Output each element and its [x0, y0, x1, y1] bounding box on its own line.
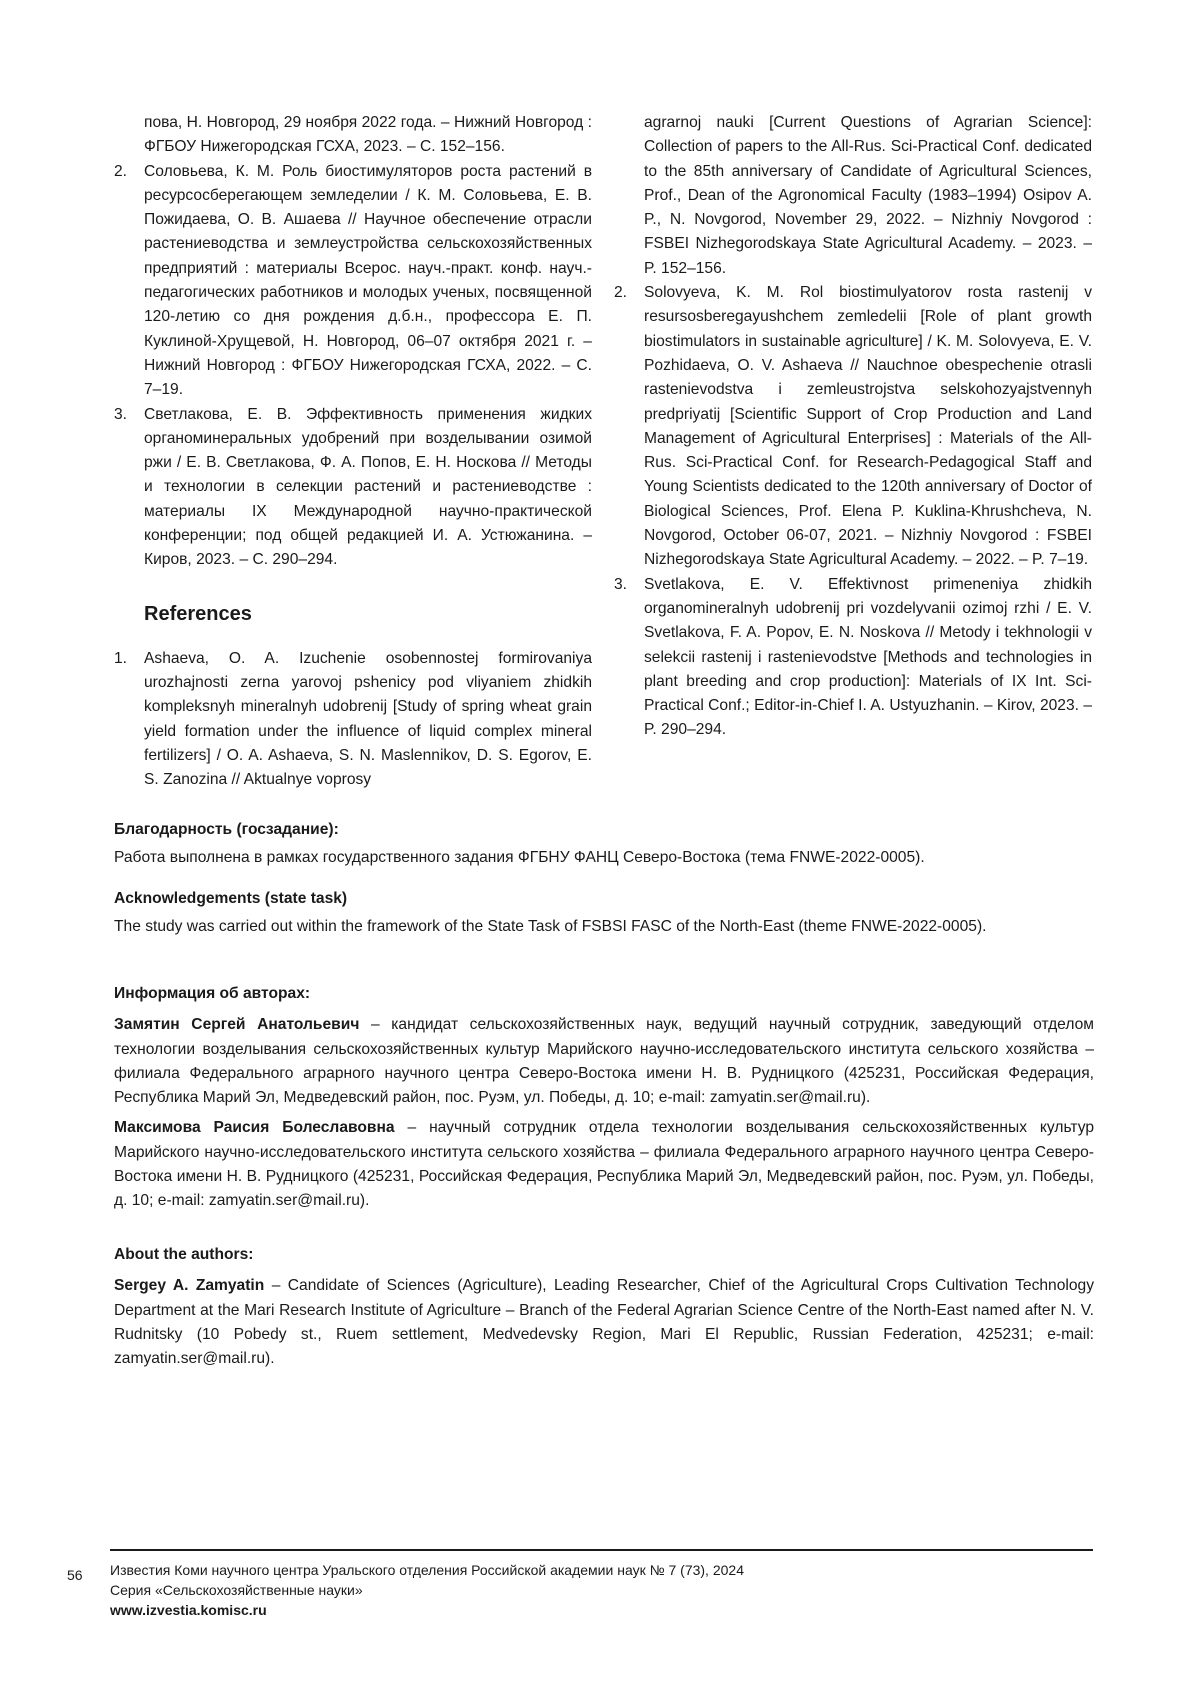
reference-number: 3. [614, 575, 628, 593]
journal-series: Серия «Сельскохозяйственные науки» [110, 1582, 363, 1598]
reference-en-1-continuation: agrarnoj nauki [Current Questions of Agrarian Science]: Collection of papers to the All-Rus. Sci-Practical Conf. dedicated to the 85th anniversary of Candidate of Agricultural Sciences, Prof., Dean of the Agronomical Faculty (1983–1994) Osipov A. P., N. Novgorod, November 29, 2022. – Nizhniy Novgorod : FSBEI Nizhegorodskaya State Agricultural Academy. – 2023. – P. 152–156. [644, 114, 1092, 277]
reference-ru-1-continuation: пова, Н. Новгород, 29 ноября 2022 года. – Нижний Новгород : ФГБОУ Нижегородская ГСХА, 2023. – С. 152–156. [144, 114, 592, 156]
authors-en-label: About the authors: [114, 1246, 254, 1263]
right-column [614, 111, 1092, 743]
journal-website-link[interactable]: www.izvestia.komisc.ru [110, 1602, 267, 1618]
authors-en [114, 1243, 1094, 1371]
reference-en-1 [114, 647, 592, 793]
author-info: – научный сотрудник отдела технологии возделывания сельскохозяйственных культур Марийского научно-исследовательского института сельского хозяйства – филиала Федерального аграрного научного центра Северо-Востока имени Н. В. Рудницкого (425231, Российская Федерация, Республика Марий Эл, Медведевский район, пос. Руэм, ул. Победы, д. 10; e-mail: zamyatin.ser@mail.ru). [114, 1119, 1094, 1210]
author-info: – Candidate of Sciences (Agriculture), Leading Researcher, Chief of the Agricultural Crops Cultivation Technology Department at the Mari Research Institute of Agriculture – Branch of the Federal Agrarian Science Centre of the North-East named after N. V. Rudnitsky (10 Pobedy st., Ruem settlement, Medvedevsky Region, Mari El Republic, Russian Federation, 425231; e-mail: zamyatin.ser@mail.ru). [114, 1277, 1094, 1368]
reference-text: Соловьева, К. М. Роль биостимуляторов роста растений в ресурсосберегающем земледелии / К. М. Соловьева, Е. В. Пожидаева, О. В. Ашаева // Научное обеспечение отрасли растениеводства и землеустройства сельскохозяйственных предприятий : материалы Всерос. науч.-практ. конф. науч.-педагогических работников и молодых ученых, посвященной 120-летию со дня рождения д.б.н., профессора Е. П. Куклиной-Хрущевой, Н. Новгород, 06–07 октября 2021 г. – Нижний Новгород : ФГБОУ Нижегородская ГСХА, 2022. – С. 7–19. [144, 162, 592, 399]
acknowledgement-en-text: The study was carried out within the framework of the State Task of FSBSI FASC of the North-East (theme FNWE-2022-0005). [114, 918, 987, 936]
acknowledgement-ru [114, 818, 1094, 871]
author-name: Максимова Раисия Болеславовна [114, 1119, 395, 1137]
references-heading: References [144, 602, 252, 625]
reference-en-2 [614, 281, 1092, 573]
author-en-1 [114, 1274, 1094, 1371]
acknowledgement-en-label: Acknowledgements (state task) [114, 890, 348, 907]
reference-number: 2. [614, 284, 628, 302]
author-name: Замятин Сергей Анатольевич [114, 1016, 360, 1034]
page-number: 56 [67, 1567, 83, 1583]
acknowledgement-ru-text: Работа выполнена в рамках государственного задания ФГБНУ ФАНЦ Северо-Востока (тема FNWE-2022-0005). [114, 849, 925, 867]
footer-divider [110, 1549, 1093, 1551]
journal-title: Известия Коми научного центра Уральского отделения Российской академии наук № 7 (73), 2024 [110, 1562, 744, 1578]
author-ru-2 [114, 1116, 1094, 1213]
authors-ru [114, 982, 1094, 1214]
author-info: – кандидат сельскохозяйственных наук, ведущий научный сотрудник, заведующий отделом технологии возделывания сельскохозяйственных культур Марийского научно-исследовательского института сельского хозяйства – филиала Федерального аграрного научного центра Северо-Востока имени Н. В. Рудницкого (425231, Российская Федерация, Республика Марий Эл, Медведевский район, пос. Руэм, ул. Победы, д. 10; e-mail: zamyatin.ser@mail.ru). [114, 1016, 1095, 1107]
authors-ru-label: Информация об авторах: [114, 985, 311, 1002]
reference-number: 1. [114, 649, 128, 667]
reference-text: Svetlakova, E. V. Effektivnost primeneniya zhidkih organomineralnyh udobrenij pri vozdelyvanii ozimoj rzhi / E. V. Svetlakova, F. A. Popov, E. N. Noskova // Metody i tekhnologii v selekcii rastenij i rastenievodstve [Methods and technologies in plant breeding and crop production]: Materials of IX Int. Sci-Practical Conf.; Editor-in-Chief I. A. Ustyuzhanin. – Kirov, 2023. – P. 290–294. [644, 575, 1092, 739]
reference-ru-2 [114, 160, 592, 403]
reference-ru-3 [114, 403, 592, 573]
reference-text: Solovyeva, K. M. Rol biostimulyatorov rosta rastenij v resursosberegayushchem zemledelii [Role of plant growth biostimulators in sustainable agriculture] / K. M. Solovyeva, E. V. Pozhidaeva, O. V. Ashaeva // Nauchnoe obespechenie otrasli rastenievodstva i zemleustrojstva selskohozyajstvennyh predpriyatij [Scientific Support of Crop Production and Land Management of Agricultural Enterprises] : Materials of the All-Rus. Sci-Practical Conf. for Research-Pedagogical Staff and Young Scientists dedicated to the 120th anniversary of Doctor of Biological Sciences, Prof. Elena P. Kuklina-Khrushcheva, N. Novgorod, October 06-07, 2021. – Nizhniy Novgorod : FSBEI Nizhegorodskaya State Agricultural Academy. – 2022. – P. 7–19. [644, 284, 1092, 569]
acknowledgement-en [114, 887, 1094, 940]
acknowledgement-ru-label: Благодарность (госзадание): [114, 821, 339, 838]
left-column [114, 111, 592, 792]
reference-number: 2. [114, 162, 128, 180]
footer [110, 1560, 744, 1620]
reference-en-3 [614, 573, 1092, 743]
reference-number: 3. [114, 405, 128, 423]
author-name: Sergey A. Zamyatin [114, 1277, 265, 1295]
reference-text: Светлакова, Е. В. Эффективность применения жидких органоминеральных удобрений при возделывании озимой ржи / Е. В. Светлакова, Ф. А. Попов, Е. Н. Носкова // Методы и технологии в селекции растений и растениеводстве : материалы IX Международной научно-практической конференции; под общей редакцией И. А. Устюжанина. – Киров, 2023. – С. 290–294. [144, 405, 592, 569]
reference-text: Ashaeva, O. A. Izuchenie osobennostej formirovaniya urozhajnosti zerna yarovoj pshenicy pod vliyaniem zhidkih kompleksnyh mineralnyh udobrenij [Study of spring wheat grain yield formation under the influence of liquid complex mineral fertilizers] / O. A. Ashaeva, S. N. Maslennikov, D. S. Egorov, E. S. Zanozina // Aktualnye voprosy [144, 649, 592, 789]
author-ru-1 [114, 1013, 1094, 1110]
